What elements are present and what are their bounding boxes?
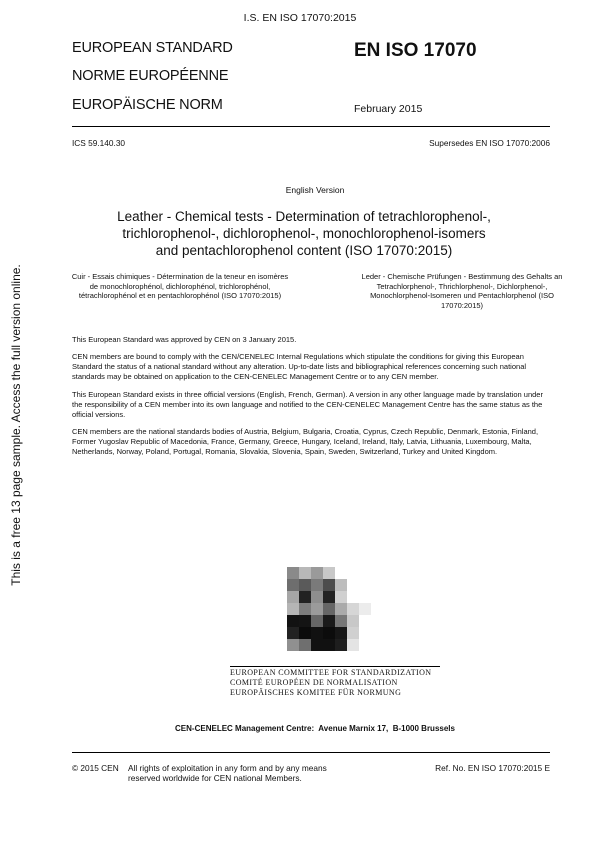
org-name-french: COMITÉ EUROPÉEN DE NORMALISATION xyxy=(230,678,398,687)
org-name-german: EUROPÄISCHES KOMITEE FÜR NORMUNG xyxy=(230,688,402,697)
main-title: Leather - Chemical tests - Determination of tetrachlorophenol-, trichlorophenol-, dichlorophenol-, monochlorophenol-isomers and pentachlorophenol content (ISO 17070:2015) xyxy=(117,209,491,259)
members-paragraph: CEN members are the national standards bodies of Austria, Belgium, Bulgaria, Croatia, Cyprus, Czech Republic, Denmark, Estonia, Finland, Former Yugoslav Republic of Macedonia, France, Germany, Greece, Hungary, Iceland, Ireland, Italy, Latvia, Lithuania, Luxembourg, Malta, Netherlands, Norway, Poland, Portugal, Romania, Slovakia, Slovenia, Spain, Sweden, Switzerland, Turkey and United Kingdom. xyxy=(72,427,539,456)
publication-date: February 2015 xyxy=(354,103,423,115)
version-label: English Version xyxy=(285,185,345,195)
cen-logo-icon xyxy=(287,567,371,662)
management-centre-address: CEN-CENELEC Management Centre: Avenue Marnix 17, B-1000 Brussels xyxy=(175,724,455,733)
divider-bottom xyxy=(72,752,550,753)
standard-number: EN ISO 17070 xyxy=(354,40,477,61)
header-standard-ref: I.S. EN ISO 17070:2015 xyxy=(243,12,357,24)
ics-code: ICS 59.140.30 xyxy=(72,138,126,148)
german-title: Leder - Chemische Prüfungen - Bestimmung des Gehalts an Tetrachlorphenol-, Thrichlorphenol-, Dichlorphenol-, Monochlorphenol-Isomeren und Pentachlorphenol (ISO 17070:2015) xyxy=(361,272,563,310)
approval-paragraph: This European Standard was approved by CEN on 3 January 2015. xyxy=(72,335,297,344)
french-title: Cuir - Essais chimiques - Détermination de la teneur en isomères de monochlorophénol, dichlorophénol, trichlorophénol, tétrachlorophénol et en pentachlorophénol (ISO 17070:2015) xyxy=(71,272,289,301)
compliance-paragraph: CEN members are bound to comply with the CEN/CENELEC Internal Regulations which stipulate the conditions for giving this European Standard the status of a national standard without any alteration. Up-to-date lists and bibliographical references concerning such national standards may be obtained on application to the CEN-CENELEC Management Centre or to any CEN member. xyxy=(72,352,527,381)
rights-notice: All rights of exploitation in any form and by any means reserved worldwide for CEN national Members. xyxy=(128,763,327,784)
title-english: EUROPEAN STANDARD xyxy=(72,40,233,56)
org-name-english: EUROPEAN COMMITTEE FOR STANDARDIZATION xyxy=(230,668,432,677)
sample-notice: This is a free 13 page sample. Access the full version online. xyxy=(9,264,23,586)
copyright: © 2015 CEN xyxy=(72,763,119,773)
title-french: NORME EUROPÉENNE xyxy=(72,68,229,84)
divider-top xyxy=(72,126,550,127)
supersedes-note: Supersedes EN ISO 17070:2006 xyxy=(429,138,550,148)
versions-paragraph: This European Standard exists in three official versions (English, French, German). A version in any other language made by translation under the responsibility of a CEN member into its own language and notified to the CEN-CENELEC Management Centre has the same status as the official versions. xyxy=(72,390,543,419)
org-divider xyxy=(230,666,440,667)
title-german: EUROPÄISCHE NORM xyxy=(72,97,223,113)
reference-number: Ref. No. EN ISO 17070:2015 E xyxy=(435,763,550,773)
